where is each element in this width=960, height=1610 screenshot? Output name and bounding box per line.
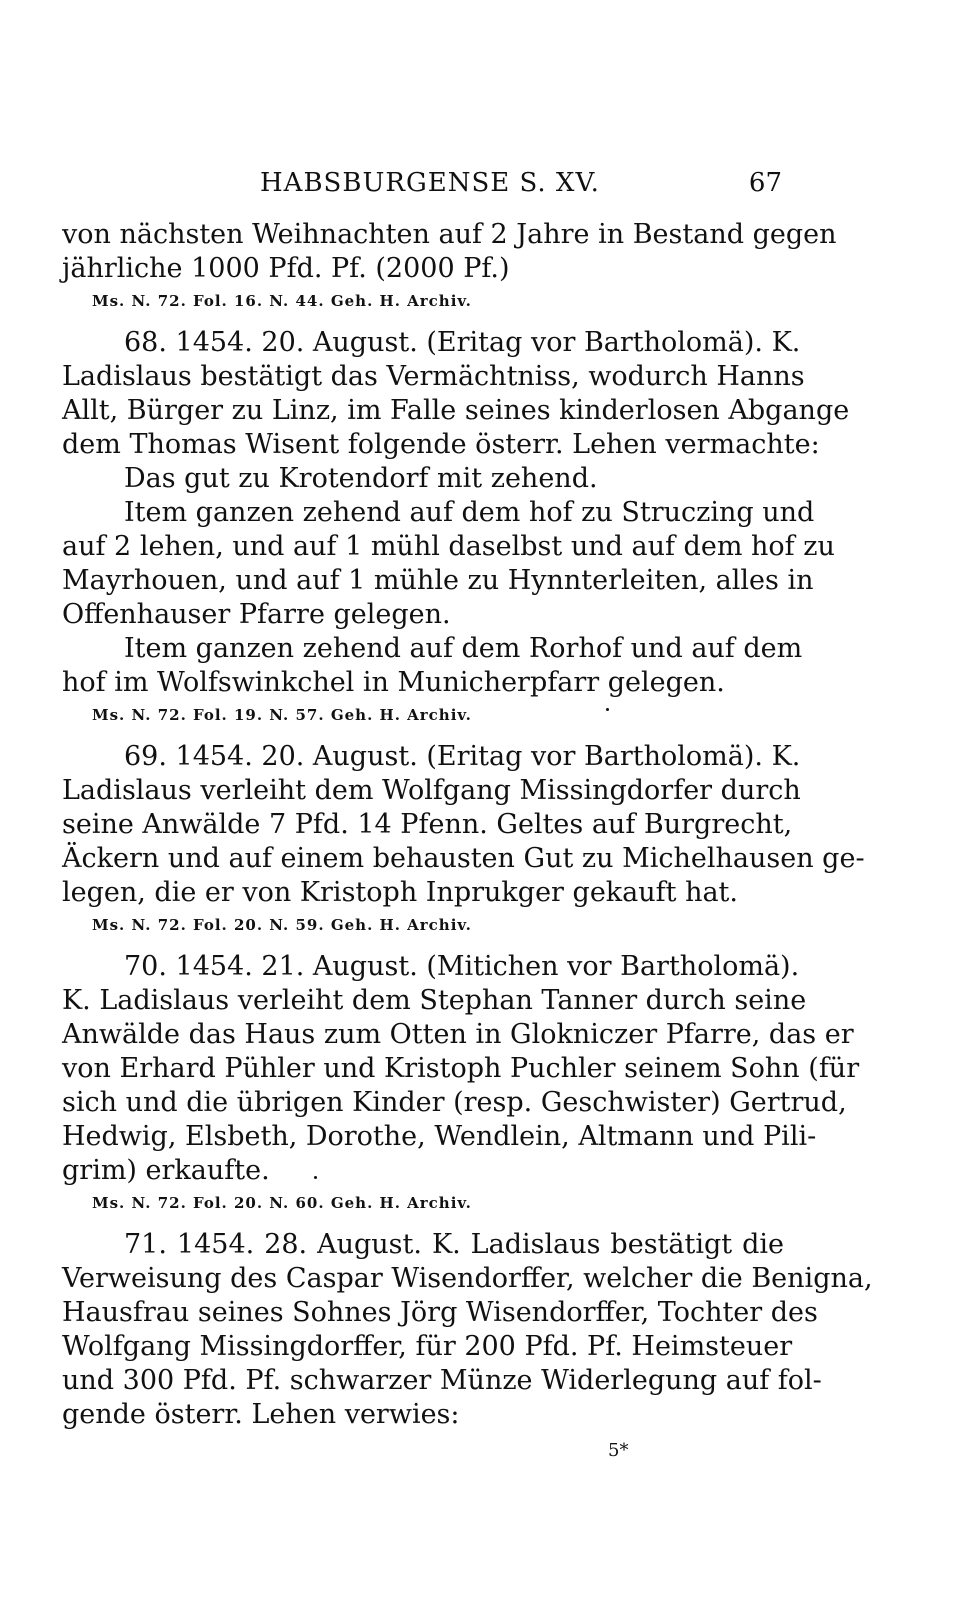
text-line: 71. 1454. 28. August. K. Ladislaus bestätigt die	[124, 1229, 784, 1260]
text-line: Das gut zu Krotendorf mit zehend.	[124, 463, 598, 494]
page-number: 67	[748, 168, 782, 198]
text-line: von Erhard Pühler und Kristoph Puchler seinem Sohn (für	[62, 1053, 860, 1084]
paragraph-gap	[62, 1218, 784, 1228]
signature-mark: 5*	[608, 1440, 629, 1461]
text-line: Mayrhouen, und auf 1 mühle zu Hynnterleiten, alles in	[62, 565, 814, 596]
paragraph-gap	[62, 940, 784, 950]
text-line: auf 2 lehen, und auf 1 mühl daselbst und auf dem hof zu	[62, 531, 835, 562]
text-line: sich und die übrigen Kinder (resp. Geschwister) Gertrud,	[62, 1087, 847, 1118]
text-line: Verweisung des Caspar Wisendorffer, welcher die Benigna,	[62, 1263, 873, 1294]
text-line: gende österr. Lehen verwies:	[62, 1399, 460, 1430]
text-line: Item ganzen zehend auf dem Rorhof und auf dem	[124, 633, 803, 664]
text-line: Hedwig, Elsbeth, Dorothe, Wendlein, Altmann und Pili-	[62, 1121, 817, 1152]
text-line: Ladislaus bestätigt das Vermächtniss, wodurch Hanns	[62, 361, 805, 392]
text-line: Allt, Bürger zu Linz, im Falle seines kinderlosen Abgange	[62, 395, 850, 426]
text-line: 69. 1454. 20. August. (Eritag vor Bartholomä). K.	[124, 741, 801, 772]
text-line: Offenhauser Pfarre gelegen.	[62, 599, 451, 630]
text-line: K. Ladislaus verleiht dem Stephan Tanner durch seine	[62, 985, 807, 1016]
stray-dot	[606, 708, 609, 711]
archive-reference: Ms. N. 72. Fol. 16. N. 44. Geh. H. Archiv.	[92, 292, 472, 310]
archive-reference: Ms. N. 72. Fol. 19. N. 57. Geh. H. Archiv.	[92, 706, 472, 724]
text-line: Hausfrau seines Sohnes Jörg Wisendorffer, Tochter des	[62, 1297, 818, 1328]
text-line: Item ganzen zehend auf dem hof zu Struczing und	[124, 497, 815, 528]
text-line: hof im Wolfswinkchel in Municherpfarr gelegen.	[62, 667, 725, 698]
paragraph-gap	[62, 730, 784, 740]
page-body	[62, 218, 873, 1432]
text-line: von nächsten Weihnachten auf 2 Jahre in Bestand gegen	[62, 219, 837, 250]
text-line: grim) erkaufte.	[62, 1155, 270, 1186]
page-header	[62, 168, 782, 202]
text-line: Anwälde das Haus zum Otten in Glokniczer Pfarre, das er	[62, 1019, 854, 1050]
text-line: Wolfgang Missingdorffer, für 200 Pfd. Pf. Heimsteuer	[62, 1331, 793, 1362]
text-line: und 300 Pfd. Pf. schwarzer Münze Widerlegung auf fol-	[62, 1365, 822, 1396]
text-line: legen, die er von Kristoph Inprukger gekauft hat.	[62, 877, 738, 908]
archive-reference: Ms. N. 72. Fol. 20. N. 59. Geh. H. Archiv.	[92, 916, 472, 934]
text-line: jährliche 1000 Pfd. Pf. (2000 Pf.)	[62, 253, 510, 284]
text-line: Äckern und auf einem behausten Gut zu Michelhausen ge-	[62, 843, 865, 874]
text-line: 68. 1454. 20. August. (Eritag vor Bartholomä). K.	[124, 327, 801, 358]
text-line: 70. 1454. 21. August. (Mitichen vor Bartholomä).	[124, 951, 800, 982]
stray-dot	[314, 1176, 317, 1179]
text-line: dem Thomas Wisent folgende österr. Lehen vermachte:	[62, 429, 820, 460]
running-title: HABSBURGENSE S. XV.	[260, 168, 600, 198]
text-line: Ladislaus verleiht dem Wolfgang Missingdorfer durch	[62, 775, 801, 806]
archive-reference: Ms. N. 72. Fol. 20. N. 60. Geh. H. Archiv.	[92, 1194, 472, 1212]
paragraph-gap	[62, 316, 784, 326]
text-line: seine Anwälde 7 Pfd. 14 Pfenn. Geltes auf Burgrecht,	[62, 809, 793, 840]
